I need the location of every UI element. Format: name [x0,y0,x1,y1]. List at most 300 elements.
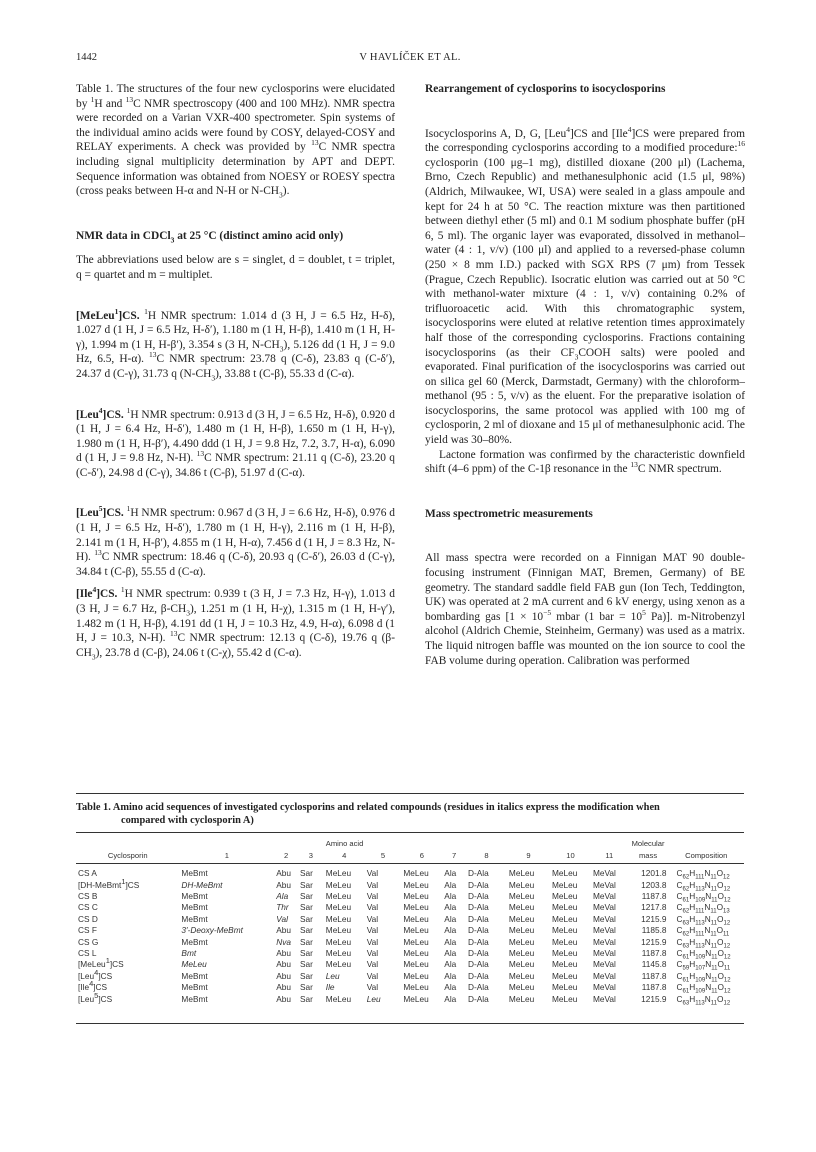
residue-cell: MeVal [592,936,616,947]
residue-cell: MeLeu [508,936,535,947]
subscript: 109 [695,897,706,904]
residue-cell: Ala [444,970,457,981]
composition-cell: $C_{62}H_{111}N_{11}O_{11}$ [676,925,730,938]
cyclosporin-name-cell: CS F [78,925,97,936]
residue-cell: D-Ala [467,936,489,947]
subscript: 62 [682,886,690,893]
residue-cell: Val [366,879,379,890]
residue-cell: Ala [444,868,457,879]
lactone-paragraph: Lactone formation was confirmed by the characteristic downfield shift (4–6 ppm) of the C-1β resonance in the $^{13}$C NMR spectrum. [425,448,745,476]
composition-cell: $C_{63}H_{113}N_{11}O_{12}$ [676,993,731,1007]
table-row [76,981,744,992]
composition-cell: $C_{63}H_{113}N_{11}O_{12}$ [676,936,731,950]
cyclosporin-name-cell: CS C [78,902,98,913]
subscript: 12 [723,988,731,995]
subscript: 109 [695,977,706,984]
residue-cell: D-Ala [467,879,489,890]
residue-cell: MeBmt [181,982,208,993]
cyclosporin-name-cell: CS G [78,936,99,947]
residue-cell: Val [366,868,379,879]
right-column [425,82,745,668]
superscript: 1 [90,94,95,104]
cyclosporin-name-cell: CS B [78,891,98,902]
subscript: 3 [279,344,284,353]
residue-cell: MeLeu [403,948,429,959]
residue-cell: MeLeu [325,993,352,1004]
residue-cell: MeLeu [325,879,352,890]
molecular-mass-cell: 1215.9 [641,913,667,924]
subscript: 63 [682,1000,690,1007]
subscript: 11 [710,920,718,927]
molecular-mass-cell: 1187.8 [641,982,667,993]
table-top-rule [76,793,744,794]
residue-cell: Sar [299,891,313,902]
superscript: 5 [94,990,99,1000]
subscript: 107 [695,966,706,973]
residue-cell: Nva [276,936,291,947]
residue-cell: Sar [299,959,313,970]
residue-cell: MeVal [592,982,616,993]
subscript: 11 [710,943,718,950]
column-header: 1 [224,850,229,860]
residue-cell: MeLeu [325,868,352,879]
amino-acid-table [76,837,744,1007]
residue-cell: MeLeu [552,868,578,879]
superscript: 4 [89,979,94,989]
residue-cell: Sar [299,913,313,924]
residue-cell: Val [366,891,379,902]
residue-cell: MeLeu [552,982,578,993]
subscript: 3 [574,351,579,361]
residue-cell: MeLeu [508,891,535,902]
table-row [76,863,744,878]
residue-cell: Sar [299,993,313,1004]
residue-cell: Ala [276,891,289,902]
column-header: 3 [308,850,313,860]
table-row [76,958,744,969]
left-column [76,82,395,660]
residue-cell: MeLeu [508,868,535,879]
nmr-data-heading: NMR data in CDCl$_3$ at 25 °C (distinct amino acid only) [76,229,344,245]
column-header: 8 [484,850,489,860]
residue-cell: MeLeu [508,959,535,970]
residue-cell: MeLeu [403,913,429,924]
residue-cell: MeVal [592,959,616,970]
cyclosporin-name-cell: [DH-MeBmt$^1$]CS [78,876,140,890]
composition-cell: $C_{61}H_{109}N_{11}O_{12}$ [676,970,731,984]
bold-label: [Leu [76,507,99,520]
superscript: 16 [737,139,745,149]
residue-cell: Sar [299,902,313,913]
subscript: 11 [710,931,717,938]
nmr-entry-ile4: [Ile$^4$]CS. $^1$H NMR spectrum: 0.939 t (3 H, J = 7.3 Hz, H-γ), 1.013 d (3 H, J = 6.7 Hz, $\beta-CH_3$), 1.251 m (1 H, H-χ), 1.315 m (1 H, H-γ′), 1.482 m (1 H, H-β), 4.191 dd (1 H, J = 10.3 Hz, 4.9, H-α), 6.098 d (1 H, J = 10.3, N-H). $^{13}$C NMR spectrum: 12.13 q (C-δ), 19.76 q $(\beta-CH_3)$, 23.78 d (C-β), 24.06 t (C-χ), 55.42 d (C-α). [76,585,395,662]
residue-cell: MeVal [592,913,616,924]
residue-cell: MeLeu [181,959,207,970]
residue-cell: Abu [276,879,291,890]
composition-cell: $C_{62}H_{111}N_{11}O_{12}$ [676,868,730,881]
composition-cell: $C_{62}H_{113}N_{11}O_{12}$ [676,879,731,893]
subscript: 11 [710,909,717,916]
subscript: 11 [723,931,730,938]
subscript: 12 [723,954,731,961]
table-row [76,935,744,946]
residue-cell: Ala [444,925,457,936]
residue-cell: MeLeu [552,970,578,981]
residue-cell: MeLeu [552,902,578,913]
residue-cell: MeLeu [325,902,352,913]
bold-superscript: 4 [98,405,103,415]
subscript: 12 [723,943,731,950]
table-caption-rule [76,832,744,833]
residue-cell: Ala [444,959,457,970]
table-caption-line2: compared with cyclosporin A) [121,815,254,826]
residue-cell: MeVal [592,925,616,936]
residue-cell: MeLeu [325,936,352,947]
subscript: 11 [711,988,718,995]
molecular-group-header: Molecular [631,839,665,849]
cyclosporin-name-cell: [Leu$^4$]CS [78,968,113,981]
composition-cell: $C_{59}H_{107}N_{11}O_{11}$ [676,959,731,973]
superscript: 1 [105,956,110,966]
residue-cell: MeBmt [181,993,208,1004]
residue-cell: Abu [276,925,291,936]
residue-cell: Val [366,970,379,981]
residue-cell: Sar [299,925,313,936]
residue-cell: MeBmt [181,936,208,947]
subscript: 113 [695,943,705,950]
subscript: 11 [711,977,718,984]
composition-cell: $C_{61}H_{109}N_{11}O_{12}$ [676,948,731,961]
subscript: 62 [682,931,690,938]
superscript: −5 [543,608,552,618]
residue-cell: D-Ala [467,925,489,936]
residue-cell: Val [366,982,379,993]
subscript: 3 [91,652,96,662]
bold-label: [Ile [76,588,93,601]
subscript: 113 [695,1000,705,1007]
subscript: 12 [723,874,730,881]
composition-cell: $C_{61}H_{109}N_{11}O_{12}$ [676,891,731,904]
bold-superscript: 1 [114,306,119,316]
nmr-entry-leu4: [Leu$^4$]CS. $^1$H NMR spectrum: 0.913 d (3 H, J = 6.5 Hz, H-δ), 0.920 d (1 H, J = 6.4 Hz, H-δ′), 1.480 m (1 H, H-β), 1.650 m (1 H, H-γ), 1.980 m (1 H, H-β′), 4.490 ddd (1 H, J = 9.8 Hz, 7.2, 3.7, H-α), 6.090 d (1 H, J = 9.8 Hz, N-H). $^{13}$C NMR spectrum: 21.11 q (C-δ), 23.20 q (C-δ′), 24.98 d (C-γ), 34.86 t (C-β), 51.97 d (C-α). [76,405,395,479]
page-number: 1442 [76,52,97,63]
superscript: 4 [94,968,99,978]
superscript: 1 [126,405,131,415]
residue-cell: D-Ala [467,891,489,902]
residue-cell: Ala [444,993,457,1004]
column-header: 7 [452,850,457,860]
subscript: 11 [711,966,718,973]
residue-cell: MeLeu [403,868,429,879]
residue-cell: Ala [444,913,457,924]
residue-cell: Val [366,936,379,947]
residue-cell: MeVal [592,993,616,1004]
residue-cell: D-Ala [467,913,489,924]
subscript: 111 [695,909,705,916]
table-row [76,901,744,912]
cyclosporin-name-cell: CS D [78,913,98,924]
table-caption-line1: Table 1. Amino acid sequences of investigated cyclosporins and related compounds (residues in italics express the modification when [76,802,660,813]
superscript: 13 [149,350,157,360]
residue-cell: Ala [444,982,457,993]
molecular-mass-cell: 1203.8 [641,879,667,890]
table-body [76,863,744,1007]
rearrangement-paragraph: Isocyclosporins A, D, G, [Leu$^4$]CS and [Ile$^4$]CS were prepared from the corresponding cyclosporins according to a modified procedure:$^{16}$ cyclosporin (100 μg–1 mg), distilled dioxane (200 μl) (Lachema, Brno, Czech Republic) and methanesulphonic acid (1.5 μl, 98%) (Aldrich, Milwaukee, WI, USA) were sealed in a glass ampoule and kept for 24 h at 50 °C. The reaction mixture was then partitioned between diethyl ether (5 ml) and 0.1 M sodium phosphate buffer (pH 6, 5 ml). The organic layer was evaporated, dissolved in methanol–water (4 : 1, v/v) (100 μl) and applied to a reversed-phase column (250 × 8 mm I.D.) packed with SGX RPS (7 μm) from Tessek (Prague, Czech Republic). Isocratic elution was carried out at 50 °C with methanol-water mixture (4 : 1, v/v) containing 0.2% of trifluoroacetic acid. With this chromatographic system, isocyclosporins were eluted at relative retention times approximately half those of the corresponding cyclosporins. Fractions containing isocyclosporins (as their $CF_3COOH$ salts) were pooled and evaporated. Final purification of the isocyclosporins was carried out on silica gel 60 (Merck, Darmstadt, Germany) with the chloroform–methanol (95 : 5, v/v) as the eluent. For the preparative isolation of isocyclosporins, the same protocol was applied with 100 mg of cyclosporin, 2 ml of dioxane and 15 μl of methanesulphonic acid. The yield was 30–80%. [425,124,746,447]
subscript: 61 [682,977,690,984]
residue-cell: MeLeu [552,925,578,936]
table-row [76,992,744,1003]
molecular-mass-cell: 1185.8 [641,925,667,936]
table-row [76,912,744,923]
cyclosporin-name-cell: [Ile$^4$]CS [78,979,108,993]
residue-cell: Abu [276,868,291,879]
residue-cell: MeLeu [403,970,429,981]
subscript: 11 [710,874,717,881]
residue-cell: MeVal [592,948,616,959]
residue-cell: MeLeu [552,948,578,959]
residue-cell: MeLeu [508,982,535,993]
residue-cell: D-Ala [467,982,489,993]
mass-spec-paragraph: All mass spectra were recorded on a Finnigan MAT 90 double-focusing instrument (Finnigan MAT, Bremen, Germany) of BE geometry. The standard saddle field FAB gun (Ion Tech, Teddington, UK) was operated at 2 mA current and 6 kV energy, using xenon as a bombarding gas [$1 \times 10^{-5}$ mbar (1 bar = $10^5$ Pa)]. m-Nitrobenzyl alcohol (Aldrich Chemie, Steinheim, Germany) was used as a matrix. The liquid nitrogen baffle was mounted on the ion source to cool the FAB volume during operation. Calibration was performed [425,552,745,667]
column-header: 10 [566,850,575,860]
subscript: 113 [695,886,705,893]
subscript: 11 [711,954,718,961]
table-row [76,878,744,889]
residue-cell: MeLeu [552,879,578,890]
subscript: 11 [711,897,718,904]
subscript: 11 [710,886,718,893]
residue-cell: Ile [325,982,335,993]
subscript: 62 [682,909,690,916]
column-header: Cyclosporin [107,850,148,860]
residue-cell: MeLeu [552,891,578,902]
subscript: 61 [682,897,690,904]
molecular-mass-cell: 1217.8 [641,902,667,913]
residue-cell: MeLeu [403,891,429,902]
residue-cell: MeLeu [403,959,429,970]
table-row [76,969,744,980]
bold-label: ]CS. [118,309,140,322]
subscript: 11 [710,1000,718,1007]
residue-cell: Sar [299,970,313,981]
abbreviations-paragraph: The abbreviations used below are s = singlet, d = doublet, t = triplet, q = quartet and m = multiplet. [76,254,395,281]
residue-cell: MeLeu [508,902,535,913]
column-header: 6 [419,850,424,860]
bold-superscript: 4 [92,585,97,595]
residue-cell: MeLeu [325,913,352,924]
residue-cell: D-Ala [467,993,489,1004]
residue-cell: MeLeu [552,913,578,924]
residue-cell: MeBmt [181,868,208,879]
residue-cell: MeBmt [181,902,208,913]
residue-cell: Val [366,925,379,936]
bold-label: [MeLeu [76,309,115,322]
rearrangement-heading: Rearrangement of cyclosporins to isocyclosporins [425,83,666,95]
residue-cell: Ala [444,879,457,890]
residue-cell: MeVal [592,879,616,890]
subscript: 13 [723,909,730,916]
residue-cell: Thr [276,902,289,913]
column-header: 2 [283,850,289,860]
subscript: 61 [682,954,690,961]
superscript: 5 [642,608,646,618]
table-row [76,947,744,958]
subscript: 3 [211,373,216,383]
residue-cell: Val [276,913,288,924]
composition-cell: $C_{63}H_{113}N_{11}O_{12}$ [676,913,731,927]
molecular-mass-cell: 1187.8 [641,970,667,981]
subscript: 61 [682,988,690,995]
residue-cell: Abu [276,970,291,981]
bold-label: ]CS. [96,588,118,601]
residue-cell: Ala [444,948,457,959]
column-header: 11 [605,850,614,860]
nmr-entry-meleu1: [MeLeu$^1$]CS. $^1$H NMR spectrum: 1.014 d (3 H, J = 6.5 Hz, H-δ), 1.027 d (1 H, J = 6.5 Hz, H-δ′), 1.180 m (1 H, H-β), 1.410 m (1 H, H-γ), 1.994 m (1 H, H-β′), 3.354 s (3 H, $N-CH_3$), 5.126 dd (1 H, J = 9.0 Hz, 6.5, H-α). $^{13}$C NMR spectrum: 23.78 q (C-δ), 23.83 q (C-δ′), 24.37 d (C-γ), 31.73 q $(N-CH_3)$, 33.88 t (C-β), 55.33 d (C-α). [76,306,395,383]
residue-cell: MeLeu [508,879,535,890]
residue-cell: Sar [299,936,313,947]
column-header: mass [638,850,658,860]
composition-cell: $C_{62}H_{111}N_{11}O_{13}$ [676,902,730,916]
methods-intro-paragraph: Table 1. The structures of the four new cyclosporins were elucidated by $^1$H and $^{13}$C NMR spectroscopy (400 and 100 MHz). NMR spectra were recorded on a Varian VXR-400 spectrometer. Spin systems of the individual amino acids were found by COSY, delayed-COSY and RELAY experiments. A check was provided by $^{13}$C NMR spectra including signal multiplicity determination by APT and DEPT. Sequence information was obtained from NOESY or ROESY spectra (cross peaks between H-α and N-H or $N-CH_3$). [76,83,395,200]
superscript: 13 [169,629,178,639]
residue-cell: MeLeu [403,936,429,947]
residue-cell: D-Ala [467,959,489,970]
mass-spec-heading: Mass spectrometric measurements [425,507,593,520]
superscript: 13 [196,449,205,459]
subscript: 3 [279,190,283,200]
residue-cell: Ala [444,936,457,947]
subscript: 111 [695,931,705,938]
bold-superscript: 5 [98,504,103,514]
column-header: 9 [526,850,531,860]
residue-cell: DH-MeBmt [181,879,223,890]
superscript: 13 [311,138,319,148]
amino-acid-group-header: Amino acid [325,839,364,849]
bold-label: ]CS. [102,408,124,421]
residue-cell: Sar [299,948,313,959]
superscript: 1 [120,585,125,595]
residue-cell: Val [366,948,379,959]
residue-cell: MeLeu [403,902,429,913]
residue-cell: MeBmt [181,970,208,981]
residue-cell: MeVal [592,902,616,913]
residue-cell: Ala [444,902,457,913]
residue-cell: Val [366,913,379,924]
residue-cell: MeLeu [508,970,535,981]
residue-cell: Val [366,902,379,913]
subscript: 63 [682,920,690,927]
column-header: Composition [685,850,728,860]
subscript: 59 [682,966,690,973]
cyclosporin-name-cell: [Leu$^5$]CS [78,990,113,1004]
residue-cell: MeBmt [181,891,208,902]
subscript: 12 [723,920,731,927]
table-caption [76,801,744,827]
residue-cell: D-Ala [467,902,489,913]
molecular-mass-cell: 1187.8 [641,891,667,902]
subscript: 12 [723,897,731,904]
bold-label: [Leu [76,408,99,421]
residue-cell: MeLeu [403,925,429,936]
residue-cell: Sar [299,879,313,890]
residue-cell: 3′-Deoxy-MeBmt [181,925,243,936]
residue-cell: MeLeu [508,925,535,936]
superscript: 4 [566,124,570,134]
table-group-header-row [76,837,744,848]
residue-cell: MeVal [592,970,616,981]
subscript: 12 [723,886,731,893]
subscript: 109 [695,954,706,961]
residue-cell: MeLeu [325,959,352,970]
residue-cell: MeLeu [552,936,578,947]
residue-cell: MeLeu [325,948,352,959]
superscript: 1 [121,876,126,886]
residue-cell: Leu [325,970,340,981]
molecular-mass-cell: 1215.9 [641,936,667,947]
residue-cell: MeLeu [325,891,352,902]
residue-cell: MeLeu [403,982,429,993]
residue-cell: D-Ala [467,948,489,959]
subscript: 12 [723,1000,731,1007]
residue-cell: MeLeu [552,993,578,1004]
residue-cell: Abu [276,993,291,1004]
residue-cell: MeLeu [508,948,535,959]
residue-cell: Ala [444,891,457,902]
cyclosporin-name-cell: [MeLeu$^1$]CS [78,956,124,970]
residue-cell: Leu [366,993,381,1004]
residue-cell: Bmt [181,948,197,959]
residue-cell: MeLeu [552,959,578,970]
column-header: 4 [342,850,347,860]
table-bottom-rule [76,1023,744,1024]
subscript: 3 [170,235,175,245]
residue-cell: Val [366,959,379,970]
superscript: 13 [94,548,102,558]
residue-cell: D-Ala [467,970,489,981]
column-header: 5 [380,850,386,860]
residue-cell: Abu [276,982,291,993]
running-head: V HAVLÍČEK ET AL. [359,52,461,63]
residue-cell: D-Ala [467,868,489,879]
subscript: 11 [723,966,731,973]
subscript: 12 [723,977,731,984]
subscript: 111 [695,874,705,881]
bold-label: ]CS. [102,507,124,520]
residue-cell: MeBmt [181,913,208,924]
residue-cell: Sar [299,982,313,993]
composition-cell: $C_{61}H_{109}N_{11}O_{12}$ [676,982,731,995]
residue-cell: MeLeu [403,993,429,1004]
residue-cell: MeLeu [508,913,535,924]
residue-cell: Sar [299,868,313,879]
residue-cell: MeLeu [403,879,429,890]
superscript: 1 [144,306,148,316]
subscript: 109 [695,988,706,995]
nmr-entry-leu5: [Leu$^5$]CS. $^1$H NMR spectrum: 0.967 d (3 H, J = 6.6 Hz, H-δ), 0.976 d (1 H, J = 6.5 Hz, H-δ′), 1.780 m (1 H, H-γ), 2.116 m (1 H, H-β), 2.141 m (1 H, H-β′), 4.855 m (1 H, H-α), 7.456 d (1 H, J = 8.3 Hz, N-H). $^{13}$C NMR spectrum: 18.46 q (C-δ), 20.93 q (C-δ′), 26.03 d (C-γ), 34.84 t (C-β), 55.55 d (C-α). [76,504,396,578]
superscript: 13 [125,94,134,104]
subscript: 113 [695,920,705,927]
subscript: 3 [186,608,190,618]
molecular-mass-cell: 1201.8 [641,868,667,879]
superscript: 1 [126,504,131,514]
table-row [76,890,744,901]
table-row [76,924,744,935]
superscript: 13 [630,460,638,470]
residue-cell: Abu [276,948,291,959]
molecular-mass-cell: 1145.8 [641,959,667,970]
residue-cell: MeLeu [325,925,352,936]
residue-cell: MeVal [592,868,616,879]
